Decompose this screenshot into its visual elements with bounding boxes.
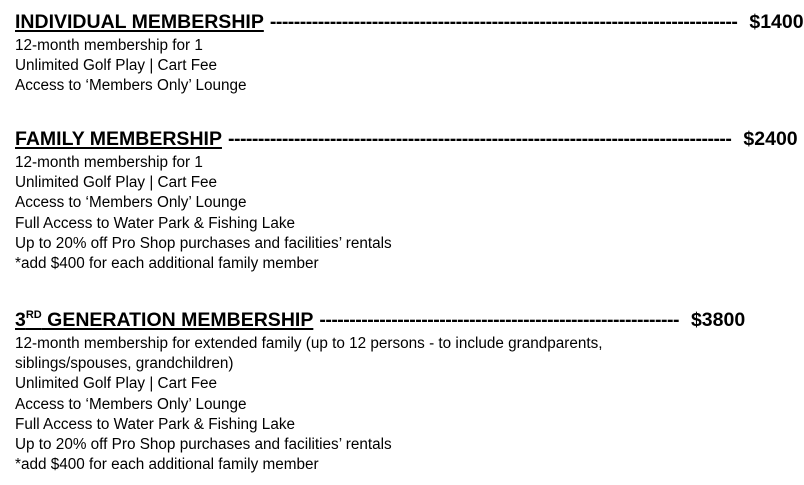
third-generation-membership-title — [15, 307, 313, 334]
feature-line: *add $400 for each additional family member — [15, 255, 319, 273]
feature-line: Access to ‘Members Only’ Lounge — [15, 77, 247, 95]
leader-dashes: ------------------------------------------------------------------------------ — [269, 11, 738, 33]
third-generation-membership-features — [15, 334, 695, 475]
individual-membership-heading — [15, 9, 804, 36]
family-membership-title: FAMILY MEMBERSHIP — [15, 128, 222, 150]
leader-dashes: ------------------------------------------------------------------------------------ — [227, 128, 732, 150]
feature-line: 12-month membership for 1 — [15, 37, 203, 54]
family-membership-section — [15, 126, 798, 274]
title-ordinal-suffix: RD — [25, 309, 42, 321]
family-membership-price: $2400 — [743, 128, 798, 150]
third-generation-membership-heading — [15, 307, 746, 334]
feature-line: Access to ‘Members Only’ Lounge — [15, 395, 247, 413]
third-generation-membership-section — [15, 307, 746, 475]
feature-line: 12-month membership for extended family (up to 12 persons - to include grandparents, siblings/spouses, grandchildren) — [15, 335, 603, 373]
individual-membership-features — [15, 36, 695, 97]
feature-line: 12-month membership for 1 — [15, 154, 203, 171]
feature-line: Access to ‘Members Only’ Lounge — [15, 194, 247, 212]
feature-line: Unlimited Golf Play | Cart Fee — [15, 375, 218, 393]
feature-line: Unlimited Golf Play | Cart Fee — [15, 57, 218, 75]
feature-line: Full Access to Water Park & Fishing Lake — [15, 214, 295, 232]
feature-line: Full Access to Water Park & Fishing Lake — [15, 415, 295, 433]
leader-dashes: ------------------------------------------------------------ — [319, 309, 679, 331]
family-membership-heading — [15, 126, 798, 153]
third-generation-membership-price: $3800 — [690, 309, 746, 331]
individual-membership-title: INDIVIDUAL MEMBERSHIP — [15, 11, 264, 33]
feature-line: Unlimited Golf Play | Cart Fee — [15, 174, 218, 192]
family-membership-features — [15, 153, 695, 274]
individual-membership-price: $1400 — [749, 11, 804, 33]
title-text: GENERATION MEMBERSHIP — [41, 309, 314, 331]
feature-line: Up to 20% off Pro Shop purchases and facilities’ rentals — [15, 436, 392, 454]
title-ordinal: 3 — [15, 309, 26, 331]
feature-line: *add $400 for each additional family member — [15, 456, 319, 474]
feature-line: Up to 20% off Pro Shop purchases and facilities’ rentals — [15, 234, 392, 252]
individual-membership-section — [15, 9, 804, 97]
